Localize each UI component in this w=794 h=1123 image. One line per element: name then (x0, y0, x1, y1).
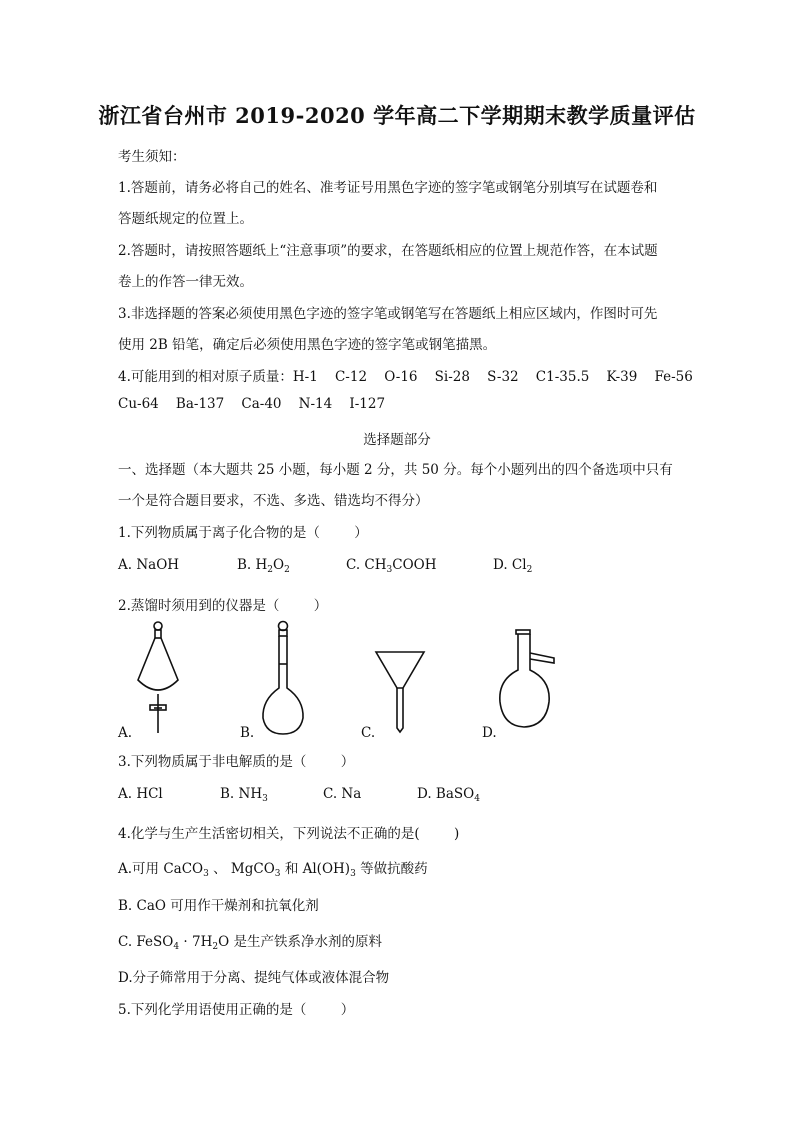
q1-option-c: C. $CH_3COOH$ (346, 557, 437, 575)
q3-option-a: A. HCl (118, 786, 163, 802)
exam-title: 浙江省台州市 2019-2020 学年高二下学期期末教学质量评估 (98, 103, 696, 128)
volumetric-flask-image (258, 620, 308, 738)
notice-line: 2.答题时，请按照答题纸上“注意事项”的要求，在答题纸相应的位置上规范作答，在本试题 (118, 243, 658, 259)
q4-option-b: B. CaO 可用作干燥剂和抗氧化剂 (118, 898, 319, 914)
distillation-flask-image (494, 620, 564, 732)
separatory-funnel-image (130, 620, 186, 735)
notice-line: 答题纸规定的位置上。 (118, 211, 253, 227)
q1-option-b: B. $H_2O_2$ (237, 557, 290, 575)
notice-atomic-masses: 4.可能用到的相对原子质量：H-1 C-12 O-16 Si-28 S-32 C1-35.5 K-39 Fe-56 (118, 369, 693, 385)
q2-option-a-label: A. (118, 725, 133, 741)
notice-line: 卷上的作答一律无效。 (118, 274, 253, 290)
q2-option-c-label: C. (361, 725, 376, 741)
question-1-stem: 1.下列物质属于离子化合物的是（ ） (118, 525, 368, 541)
q4-option-d: D.分子筛常用于分离、提纯气体或液体混合物 (118, 970, 390, 986)
notice-line: 3.非选择题的答案必须使用黑色字迹的签字笔或钢笔写在答题纸上相应区域内，作图时可先 (118, 306, 658, 322)
question-4-stem: 4.化学与生产生活密切相关，下列说法不正确的是( ) (118, 826, 460, 842)
notice-atomic-masses: Cu-64 Ba-137 Ca-40 N-14 I-127 (118, 396, 386, 412)
section-instruction: 一、选择题（本大题共 25 小题，每小题 2 分，共 50 分。每个小题列出的四个备选项中只有 (118, 462, 673, 478)
question-2-stem: 2.蒸馏时须用到的仪器是（ ） (118, 598, 328, 614)
notice-line: 1.答题前，请务必将自己的姓名、准考证号用黑色字迹的签字笔或钢笔分别填写在试题卷和 (118, 180, 658, 196)
q3-option-d: D. BaSO$_4$ (417, 786, 480, 804)
q2-option-d-label: D. (482, 725, 497, 741)
q1-option-d: D. $Cl_2$ (493, 557, 533, 575)
q3-option-c: C. Na (323, 786, 362, 802)
q1-option-a: A. NaOH (118, 557, 180, 573)
question-3-stem: 3.下列物质属于非电解质的是（ ） (118, 754, 355, 770)
q4-option-a: A.可用 CaCO$_3$ 、 MgCO$_3$ 和 $Al(OH)_3$ 等做抗酸药 (118, 861, 428, 879)
question-5-stem: 5.下列化学用语使用正确的是（ ） (118, 1002, 355, 1018)
funnel-image (372, 620, 428, 735)
notice-line: 使用 2B 铅笔，确定后必须使用黑色字迹的签字笔或钢笔描黑。 (118, 337, 497, 353)
notice-heading: 考生须知： (118, 149, 186, 165)
q4-option-c: C. FeSO$_4$ · $7H_2O$ 是生产铁系净水剂的原料 (118, 934, 382, 952)
section-instruction: 一个是符合题目要求，不选、多选、错选均不得分） (118, 493, 429, 509)
section-title: 选择题部分 (363, 432, 431, 448)
q3-option-b: B. $NH_3$ (220, 786, 268, 804)
q2-option-b-label: B. (240, 725, 255, 741)
